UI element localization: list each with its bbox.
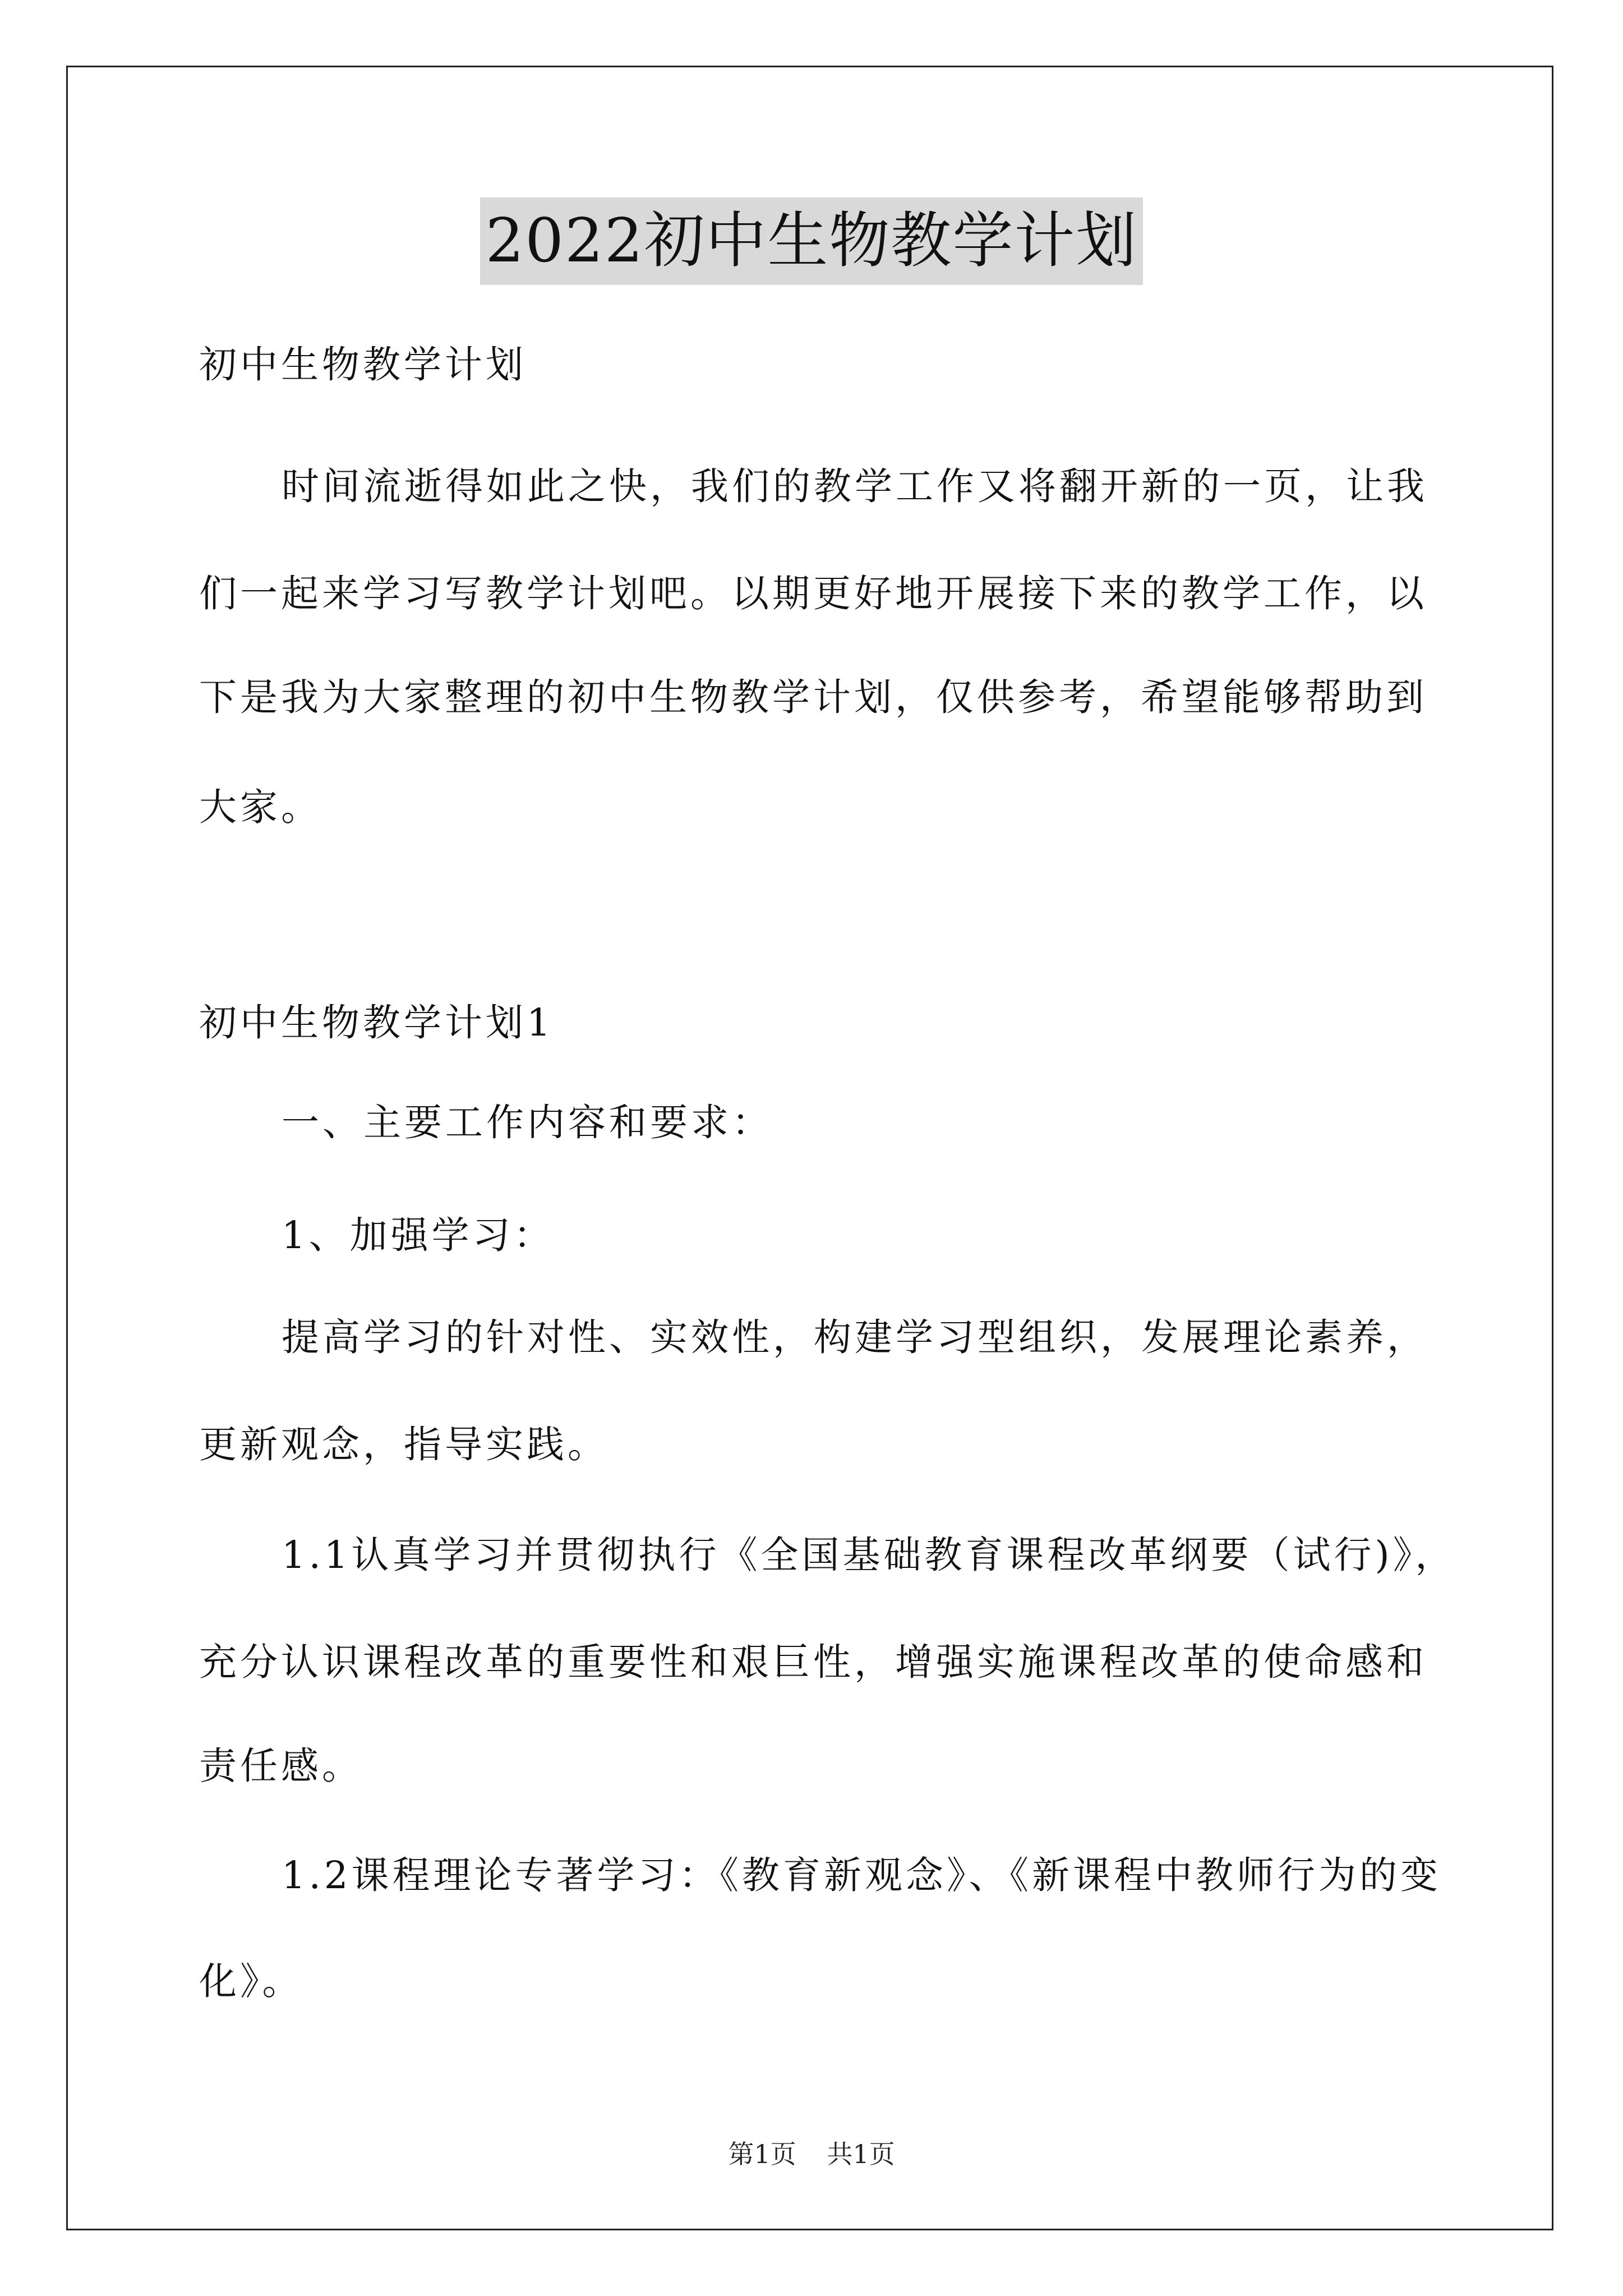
document-title: 2022初中生物教学计划 <box>480 197 1144 285</box>
intro-line-2: 们一起来学习写教学计划吧。以期更好地开展接下来的教学工作，以 <box>199 572 1427 615</box>
section-heading: 初中生物教学计划1 <box>199 1001 554 1045</box>
page-total: 共1页 <box>827 2139 895 2169</box>
item-1-2-line-1: 1.2课程理论专著学习：《教育新观念》、《新课程中教师行为的变 <box>282 1853 1442 1897</box>
item-1-1-line-1: 1.1认真学习并贯彻执行《全国基础教育课程改革纲要（试行)》， <box>282 1533 1456 1577</box>
body-line-2: 更新观念，指导实践。 <box>199 1423 608 1466</box>
item-1-1-line-3: 责任感。 <box>199 1744 363 1788</box>
title-container <box>0 197 1623 285</box>
intro-line-3: 下是我为大家整理的初中生物教学计划，仅供参考，希望能够帮助到 <box>199 675 1427 719</box>
intro-line-4: 大家。 <box>199 785 322 829</box>
subtitle-line: 初中生物教学计划 <box>199 343 527 386</box>
item-1-1-line-2: 充分认识课程改革的重要性和艰巨性，增强实施课程改革的使命感和 <box>199 1640 1427 1684</box>
body-line-1: 提高学习的针对性、实效性，构建学习型组织，发展理论素养， <box>282 1315 1428 1359</box>
intro-line-1: 时间流逝得如此之快，我们的教学工作又将翻开新的一页，让我 <box>282 464 1428 508</box>
page-border <box>66 66 1553 2230</box>
item-1-2-line-2: 化》。 <box>199 1959 303 2003</box>
page-number: 第1页 <box>728 2139 796 2169</box>
heading-main-tasks: 一、主要工作内容和要求： <box>282 1101 773 1144</box>
heading-strengthen-study: 1、加强学习： <box>282 1213 555 1257</box>
page-footer <box>0 2137 1623 2171</box>
